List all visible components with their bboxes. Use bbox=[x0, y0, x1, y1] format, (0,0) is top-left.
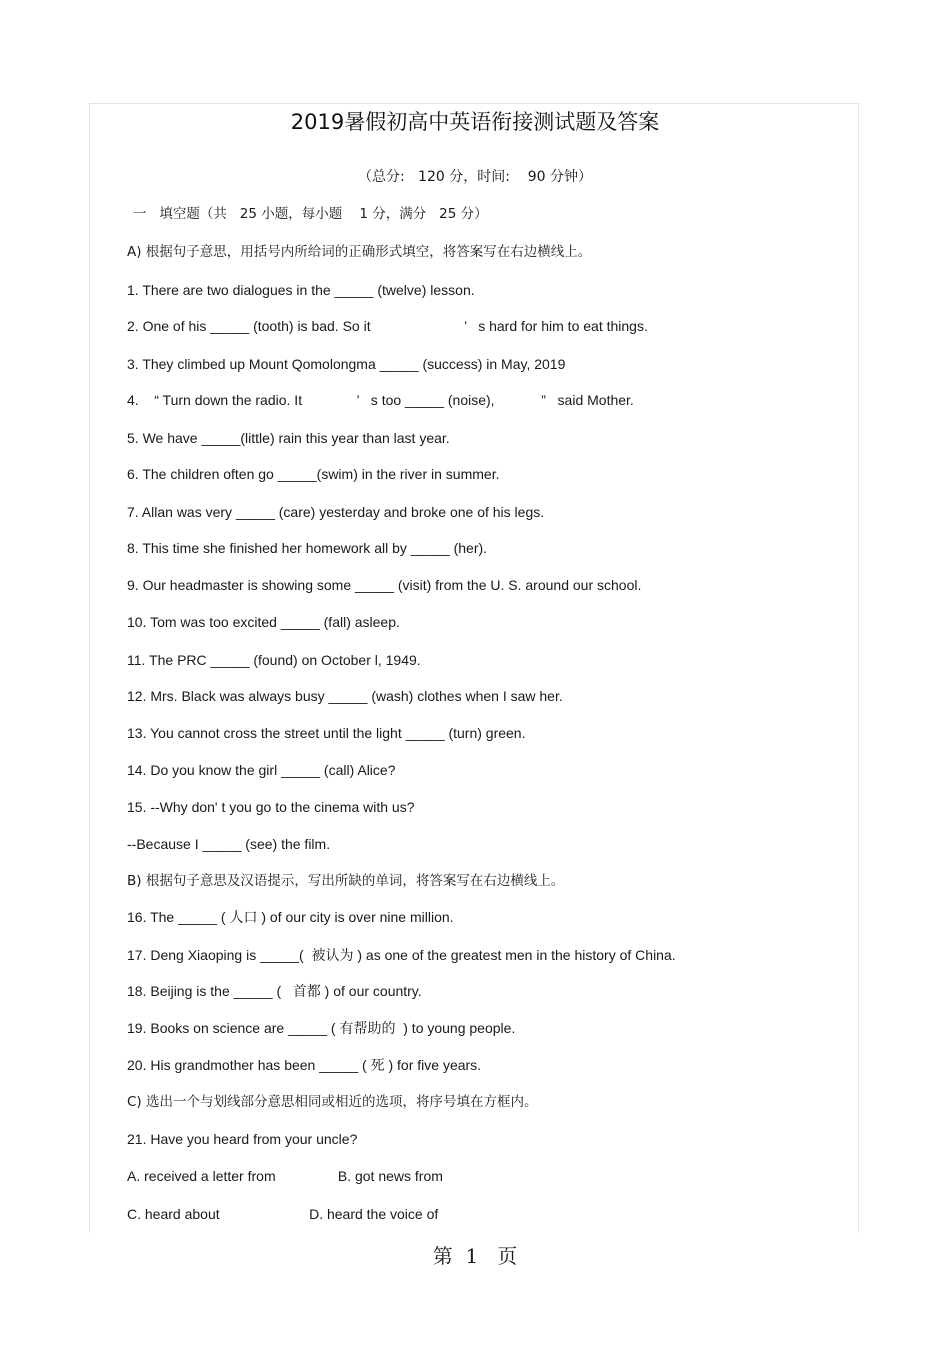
question-8: 8. This time she finished her homework all by _____ (her). bbox=[127, 540, 488, 556]
question-12: 12. Mrs. Black was always busy _____ (wash) clothes when I saw her. bbox=[127, 688, 563, 704]
page-number: 第 1 页 bbox=[432, 1244, 518, 1268]
question-20: 20. His grandmother has been _____ ( 死 ) for five years. bbox=[127, 1057, 482, 1073]
document-title: 2019暑假初高中英语衔接测试题及答案 bbox=[290, 110, 660, 134]
question-7: 7. Allan was very _____ (care) yesterday and broke one of his legs. bbox=[127, 504, 545, 520]
question-6: 6. The children often go _____(swim) in the river in summer. bbox=[127, 466, 500, 482]
question-11: 11. The PRC _____ (found) on October l, 1949. bbox=[127, 652, 421, 668]
part-a-instruction: A) 根据句子意思，用括号内所给词的正确形式填空，将答案写在右边横线上。 bbox=[127, 244, 592, 260]
question-21: 21. Have you heard from your uncle? bbox=[127, 1131, 358, 1147]
question-9: 9. Our headmaster is showing some _____ (visit) from the U. S. around our school. bbox=[127, 577, 642, 593]
question-2: 2. One of his _____ (tooth) is bad. So it ’ s hard for him to eat things. bbox=[127, 318, 648, 334]
part-b-instruction: B) 根据句子意思及汉语提示，写出所缺的单词，将答案写在右边横线上。 bbox=[127, 873, 565, 889]
question-21-options-cd: C. heard about D. heard the voice of bbox=[127, 1206, 439, 1222]
question-4: 4. “ Turn down the radio. It ’ s too _____ (noise), ” said Mother. bbox=[127, 392, 634, 408]
question-5: 5. We have _____(little) rain this year than last year. bbox=[127, 430, 450, 446]
question-10: 10. Tom was too excited _____ (fall) asleep. bbox=[127, 614, 400, 630]
question-3: 3. They climbed up Mount Qomolongma _____ (success) in May, 2019 bbox=[127, 356, 566, 372]
question-14: 14. Do you know the girl _____ (call) Alice? bbox=[127, 762, 396, 778]
question-17: 17. Deng Xiaoping is _____( 被认为 ) as one of the greatest men in the history of China. bbox=[127, 947, 676, 963]
score-time-info: （总分: 120 分，时间: 90 分钟） bbox=[357, 169, 593, 185]
part-c-instruction: C) 选出一个与划线部分意思相同或相近的选项，将序号填在方框内。 bbox=[127, 1094, 538, 1110]
question-19: 19. Books on science are _____ ( 有帮助的 ) to young people. bbox=[127, 1020, 516, 1036]
question-16: 16. The _____ ( 人口 ) of our city is over nine million. bbox=[127, 909, 454, 925]
question-13: 13. You cannot cross the street until the light _____ (turn) green. bbox=[127, 725, 526, 741]
question-15-reply: --Because I _____ (see) the film. bbox=[127, 836, 331, 852]
section-heading: 一 填空题（共 25 小题，每小题 1 分，满分 25 分） bbox=[133, 206, 488, 222]
question-18: 18. Beijing is the _____ ( 首都 ) of our country. bbox=[127, 983, 422, 999]
question-21-options-ab: A. received a letter from B. got news from bbox=[127, 1168, 443, 1184]
question-1: 1. There are two dialogues in the _____ (twelve) lesson. bbox=[127, 282, 475, 298]
question-15: 15. --Why don' t you go to the cinema with us? bbox=[127, 799, 415, 815]
